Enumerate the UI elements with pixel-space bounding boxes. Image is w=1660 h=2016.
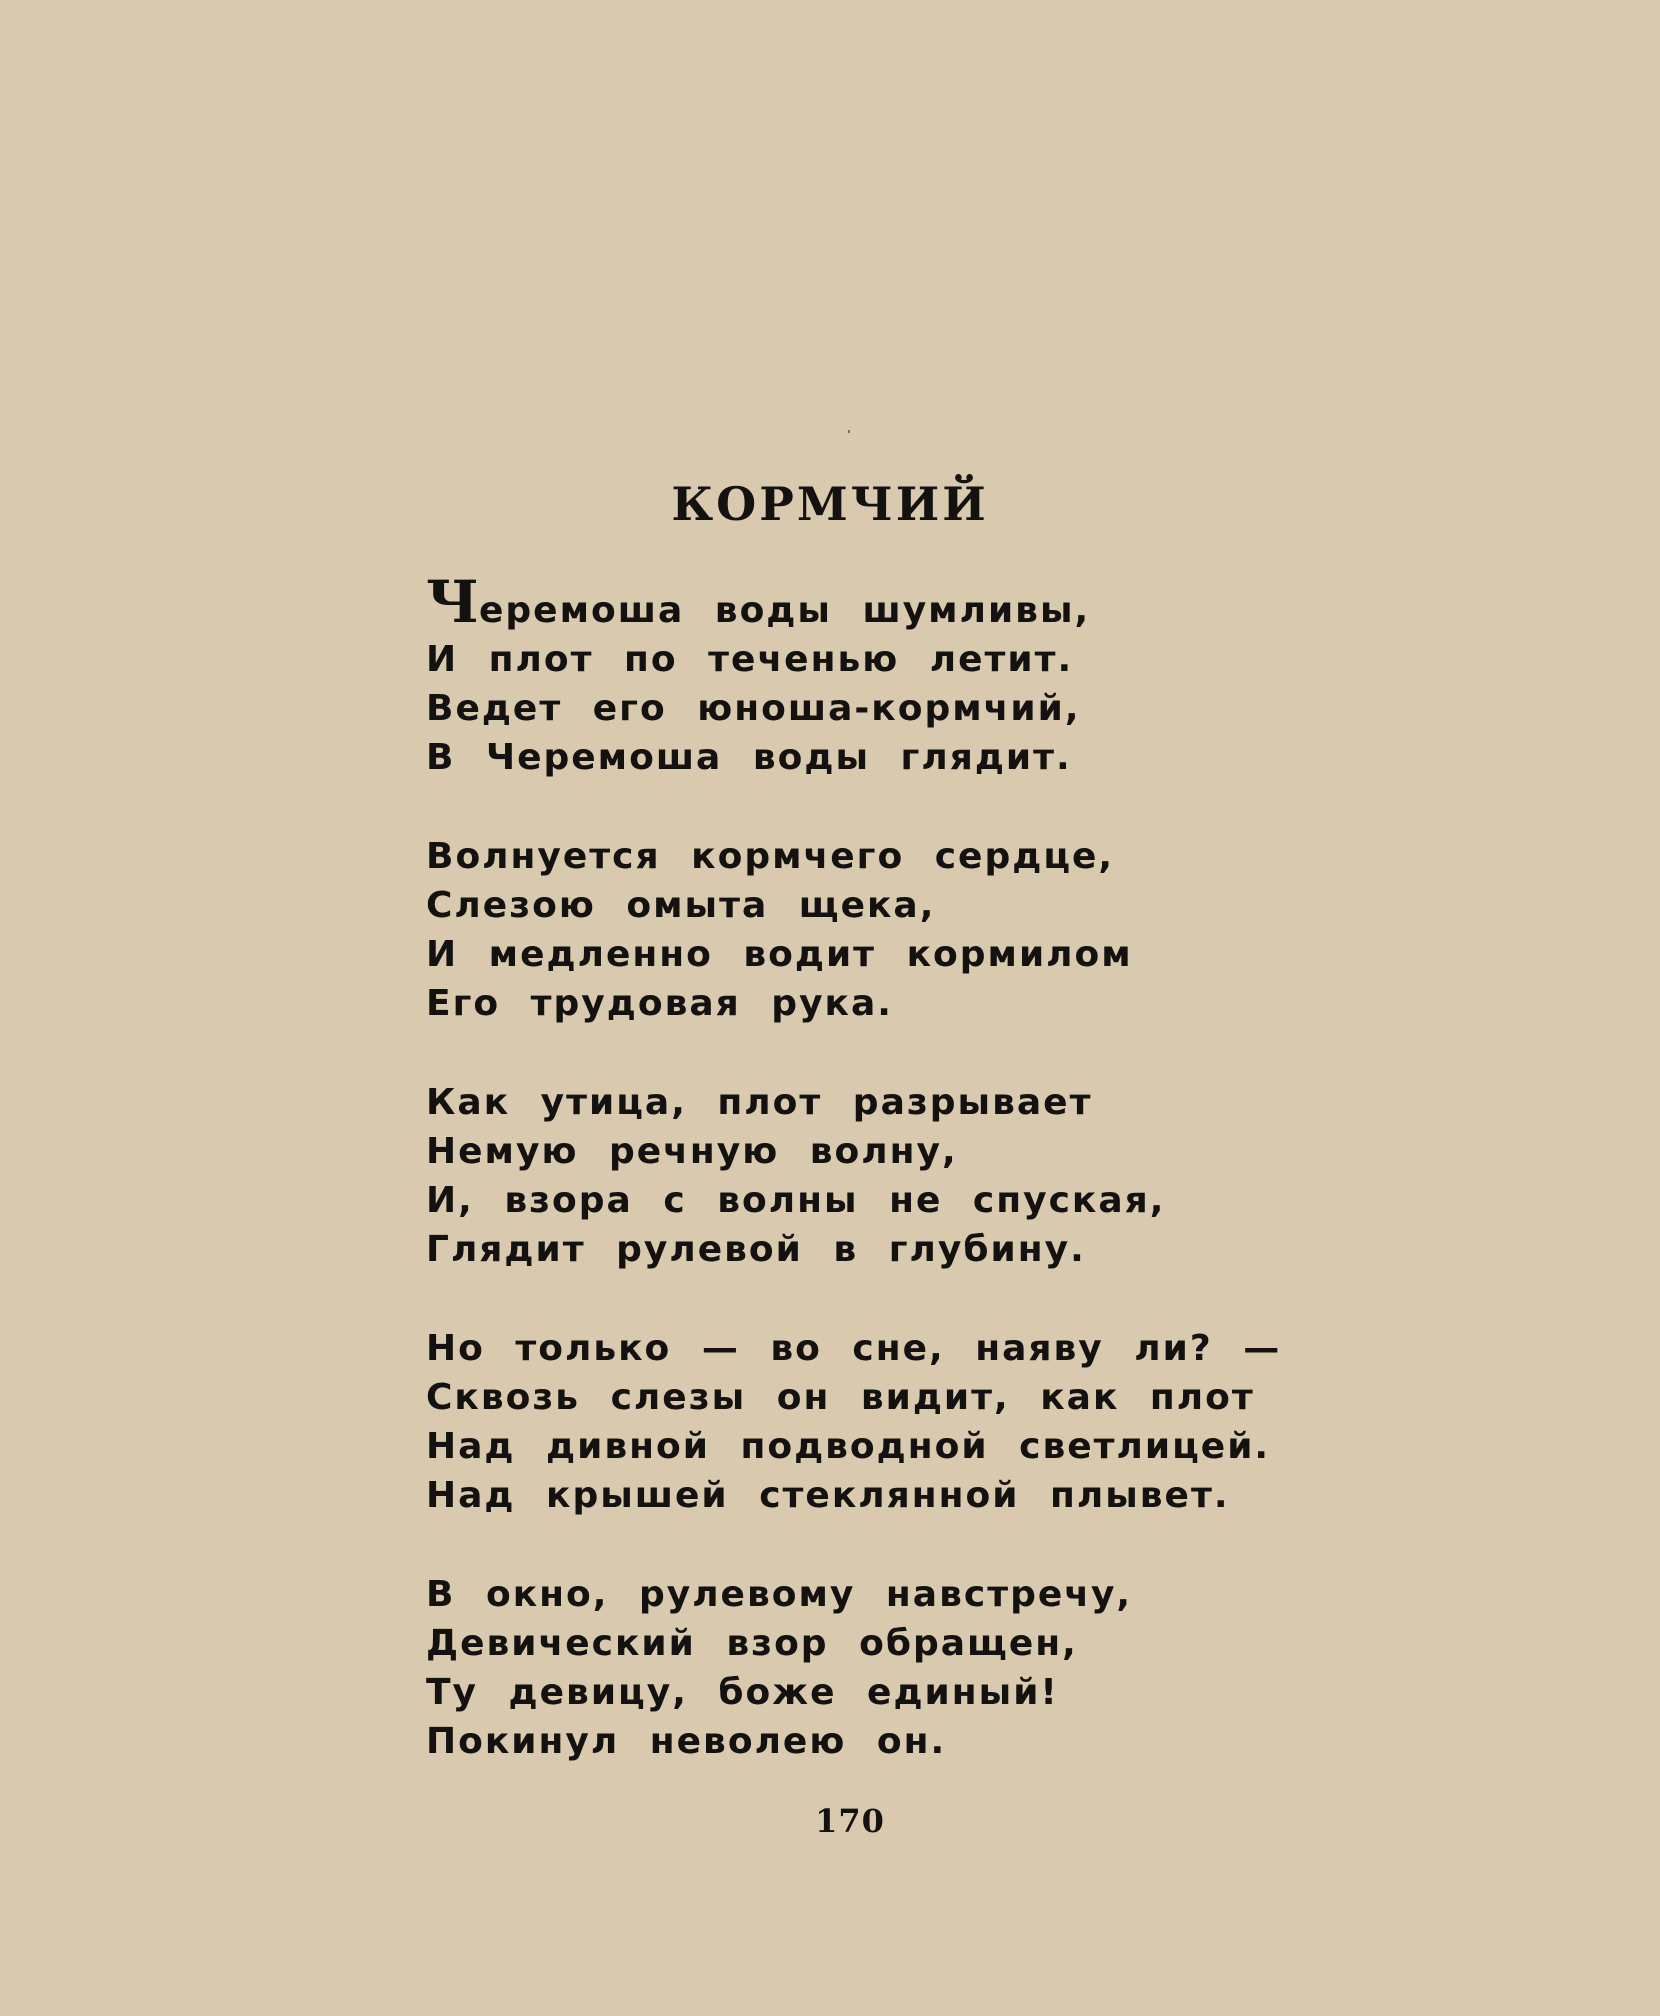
poem-line: Слезою омыта щека, bbox=[426, 885, 936, 926]
poem-line: И плот по теченью летит. bbox=[426, 639, 1074, 680]
poem-line: Над крышей стеклянной плывет. bbox=[426, 1475, 1230, 1516]
poem-line: Сквозь слезы он видит, как плот bbox=[426, 1377, 1255, 1418]
stanza-2 bbox=[426, 832, 1426, 1028]
poem-line: Покинул неволею он. bbox=[426, 1721, 947, 1762]
poem-line bbox=[426, 568, 1426, 636]
poem-line: Ведет его юноша-кормчий, bbox=[426, 688, 1081, 729]
poem-line: Над дивной подводной светлицей. bbox=[426, 1426, 1271, 1467]
poem-line: Волнуется кормчего сердце, bbox=[426, 836, 1115, 877]
poem-body bbox=[426, 568, 1426, 1816]
stanza-3 bbox=[426, 1078, 1426, 1274]
poem-line: Его трудовая рука. bbox=[426, 983, 893, 1024]
stanza-5 bbox=[426, 1570, 1426, 1766]
stanza-1 bbox=[426, 568, 1426, 782]
print-speck bbox=[848, 430, 850, 433]
first-line-rest: еремоша воды шумливы, bbox=[478, 590, 1091, 631]
stanza-4 bbox=[426, 1324, 1426, 1520]
poem-line: В окно, рулевому навстречу, bbox=[426, 1574, 1133, 1615]
poem-line: Глядит рулевой в глубину. bbox=[426, 1229, 1086, 1270]
poem-line: Немую речную волну, bbox=[426, 1131, 958, 1172]
poem-line: Девический взор обращен, bbox=[426, 1623, 1078, 1664]
poem-line: В Черемоша воды глядит. bbox=[426, 737, 1072, 778]
poem-line: Ту девицу, боже единый! bbox=[426, 1672, 1059, 1713]
poem-line: И медленно водит кормилом bbox=[426, 934, 1133, 975]
poem-line: Как утица, плот разрывает bbox=[426, 1082, 1093, 1123]
poem-line: И, взора с волны не спуская, bbox=[426, 1180, 1166, 1221]
page-number: 170 bbox=[815, 1802, 885, 1840]
poem-line: Но только — во сне, наяву ли? — bbox=[426, 1328, 1282, 1369]
poem-title: КОРМЧИЙ bbox=[671, 477, 989, 531]
drop-cap: Ч bbox=[426, 568, 479, 636]
